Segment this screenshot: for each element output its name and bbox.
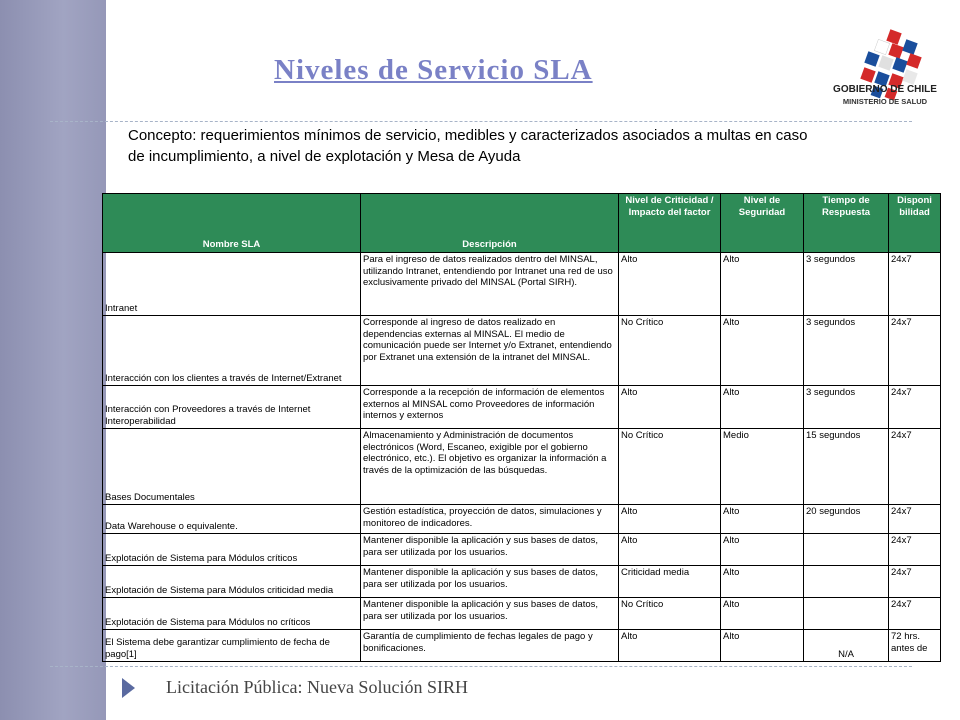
cell-nombre: Intranet	[103, 253, 361, 316]
cell-disponibilidad: 24x7	[889, 253, 941, 316]
cell-criticidad: Alto	[619, 630, 721, 662]
concept-text: Concepto: requerimientos mínimos de servicio, medibles y caracterizados asociados a multas en caso de incumplimiento, a nivel de explotación y Mesa de Ayuda	[128, 127, 808, 165]
cell-seguridad: Alto	[721, 505, 804, 534]
header-seguridad: Nivel de Seguridad	[721, 194, 804, 253]
cell-nombre: Explotación de Sistema para Módulos críticos	[103, 534, 361, 566]
cell-descripcion: Corresponde a la recepción de información de elementos externos al MINSAL como Proveedores de información internos y externos	[361, 386, 619, 429]
cell-tiempo: 3 segundos	[804, 316, 889, 386]
cell-criticidad: Alto	[619, 386, 721, 429]
cell-criticidad: Alto	[619, 253, 721, 316]
cell-tiempo: 15 segundos	[804, 429, 889, 505]
cell-tiempo: N/A	[804, 630, 889, 662]
cell-descripcion: Almacenamiento y Administración de documentos electrónicos (Word, Escaneo, exigible por el gobierno electrónico, etc.). El objetivo es organizar la información a través de la optimización de las búsquedas.	[361, 429, 619, 505]
table-row	[103, 505, 941, 534]
logo-line1: GOBIERNO DE CHILE	[833, 84, 937, 95]
table-row	[103, 253, 941, 316]
cell-criticidad: Criticidad media	[619, 566, 721, 598]
table-row	[103, 429, 941, 505]
table-row	[103, 386, 941, 429]
cell-disponibilidad: 24x7	[889, 534, 941, 566]
cell-seguridad: Alto	[721, 253, 804, 316]
cell-seguridad: Alto	[721, 386, 804, 429]
cell-seguridad: Alto	[721, 630, 804, 662]
cell-descripcion: Para el ingreso de datos realizados dentro del MINSAL, utilizando Intranet, entendiendo por Intranet una red de uso exclusivamente privado del MINSAL (Portal SIRH).	[361, 253, 619, 316]
cell-descripcion: Garantía de cumplimiento de fechas legales de pago y bonificaciones.	[361, 630, 619, 662]
cell-nombre: Bases Documentales	[103, 429, 361, 505]
cell-tiempo: 3 segundos	[804, 386, 889, 429]
footer-text: Licitación Pública: Nueva Solución SIRH	[166, 677, 468, 697]
left-accent-bar	[0, 0, 106, 720]
cell-seguridad: Alto	[721, 566, 804, 598]
cell-nombre: Explotación de Sistema para Módulos criticidad media	[103, 566, 361, 598]
cell-descripcion: Gestión estadística, proyección de datos, simulaciones y monitoreo de indicadores.	[361, 505, 619, 534]
slide-title[interactable]: Niveles de Servicio SLA	[274, 54, 593, 86]
cell-criticidad: Alto	[619, 505, 721, 534]
header-tiempo-respuesta: Tiempo de Respuesta	[804, 194, 889, 253]
cell-nombre: Data Warehouse o equivalente.	[103, 505, 361, 534]
cell-criticidad: No Crítico	[619, 598, 721, 630]
top-divider	[50, 121, 912, 122]
cell-disponibilidad: 24x7	[889, 598, 941, 630]
cell-nombre: El Sistema debe garantizar cumplimiento de fecha de pago[1]	[103, 630, 361, 662]
cell-seguridad: Alto	[721, 316, 804, 386]
cell-disponibilidad: 24x7	[889, 566, 941, 598]
cell-tiempo	[804, 566, 889, 598]
cell-nombre: Interacción con los clientes a través de Internet/Extranet	[103, 316, 361, 386]
cell-criticidad: No Crítico	[619, 316, 721, 386]
table-row	[103, 598, 941, 630]
table-row	[103, 316, 941, 386]
cell-descripcion: Mantener disponible la aplicación y sus bases de datos, para ser utilizada por los usuarios.	[361, 534, 619, 566]
cell-seguridad: Alto	[721, 534, 804, 566]
table-row	[103, 566, 941, 598]
gobierno-de-chile-logo	[826, 14, 944, 124]
table-row	[103, 534, 941, 566]
cell-descripcion: Corresponde al ingreso de datos realizado en dependencias externas al MINSAL. El medio de comunicación puede ser Internet y/o Extranet, entendiendo por Extranet una extensión de la intranet del MINSAL.	[361, 316, 619, 386]
header-nombre-sla: Nombre SLA	[103, 194, 361, 253]
cell-descripcion: Mantener disponible la aplicación y sus bases de datos, para ser utilizada por los usuarios.	[361, 598, 619, 630]
cell-nombre: Interacción con Proveedores a través de Internet Interoperabilidad	[103, 386, 361, 429]
cell-disponibilidad: 24x7	[889, 316, 941, 386]
table-row	[103, 630, 941, 662]
cell-tiempo: 20 segundos	[804, 505, 889, 534]
cell-criticidad: Alto	[619, 534, 721, 566]
cell-seguridad: Medio	[721, 429, 804, 505]
cell-descripcion: Mantener disponible la aplicación y sus bases de datos, para ser utilizada por los usuarios.	[361, 566, 619, 598]
cell-nombre: Explotación de Sistema para Módulos no críticos	[103, 598, 361, 630]
bottom-divider	[50, 666, 912, 667]
cell-tiempo	[804, 598, 889, 630]
sla-table	[102, 193, 941, 662]
logo-line2: MINISTERIO DE SALUD	[842, 97, 928, 106]
cell-tiempo	[804, 534, 889, 566]
cell-disponibilidad: 24x7	[889, 386, 941, 429]
cell-criticidad: No Crítico	[619, 429, 721, 505]
header-criticidad: Nivel de Criticidad / Impacto del factor	[619, 194, 721, 253]
header-disponibilidad: Disponi bilidad	[889, 194, 941, 253]
footer-arrow-icon	[122, 678, 135, 698]
cell-tiempo: 3 segundos	[804, 253, 889, 316]
cell-seguridad: Alto	[721, 598, 804, 630]
cell-disponibilidad: 72 hrs. antes de	[889, 630, 941, 662]
header-descripcion: Descripción	[361, 194, 619, 253]
cell-disponibilidad: 24x7	[889, 505, 941, 534]
cell-disponibilidad: 24x7	[889, 429, 941, 505]
